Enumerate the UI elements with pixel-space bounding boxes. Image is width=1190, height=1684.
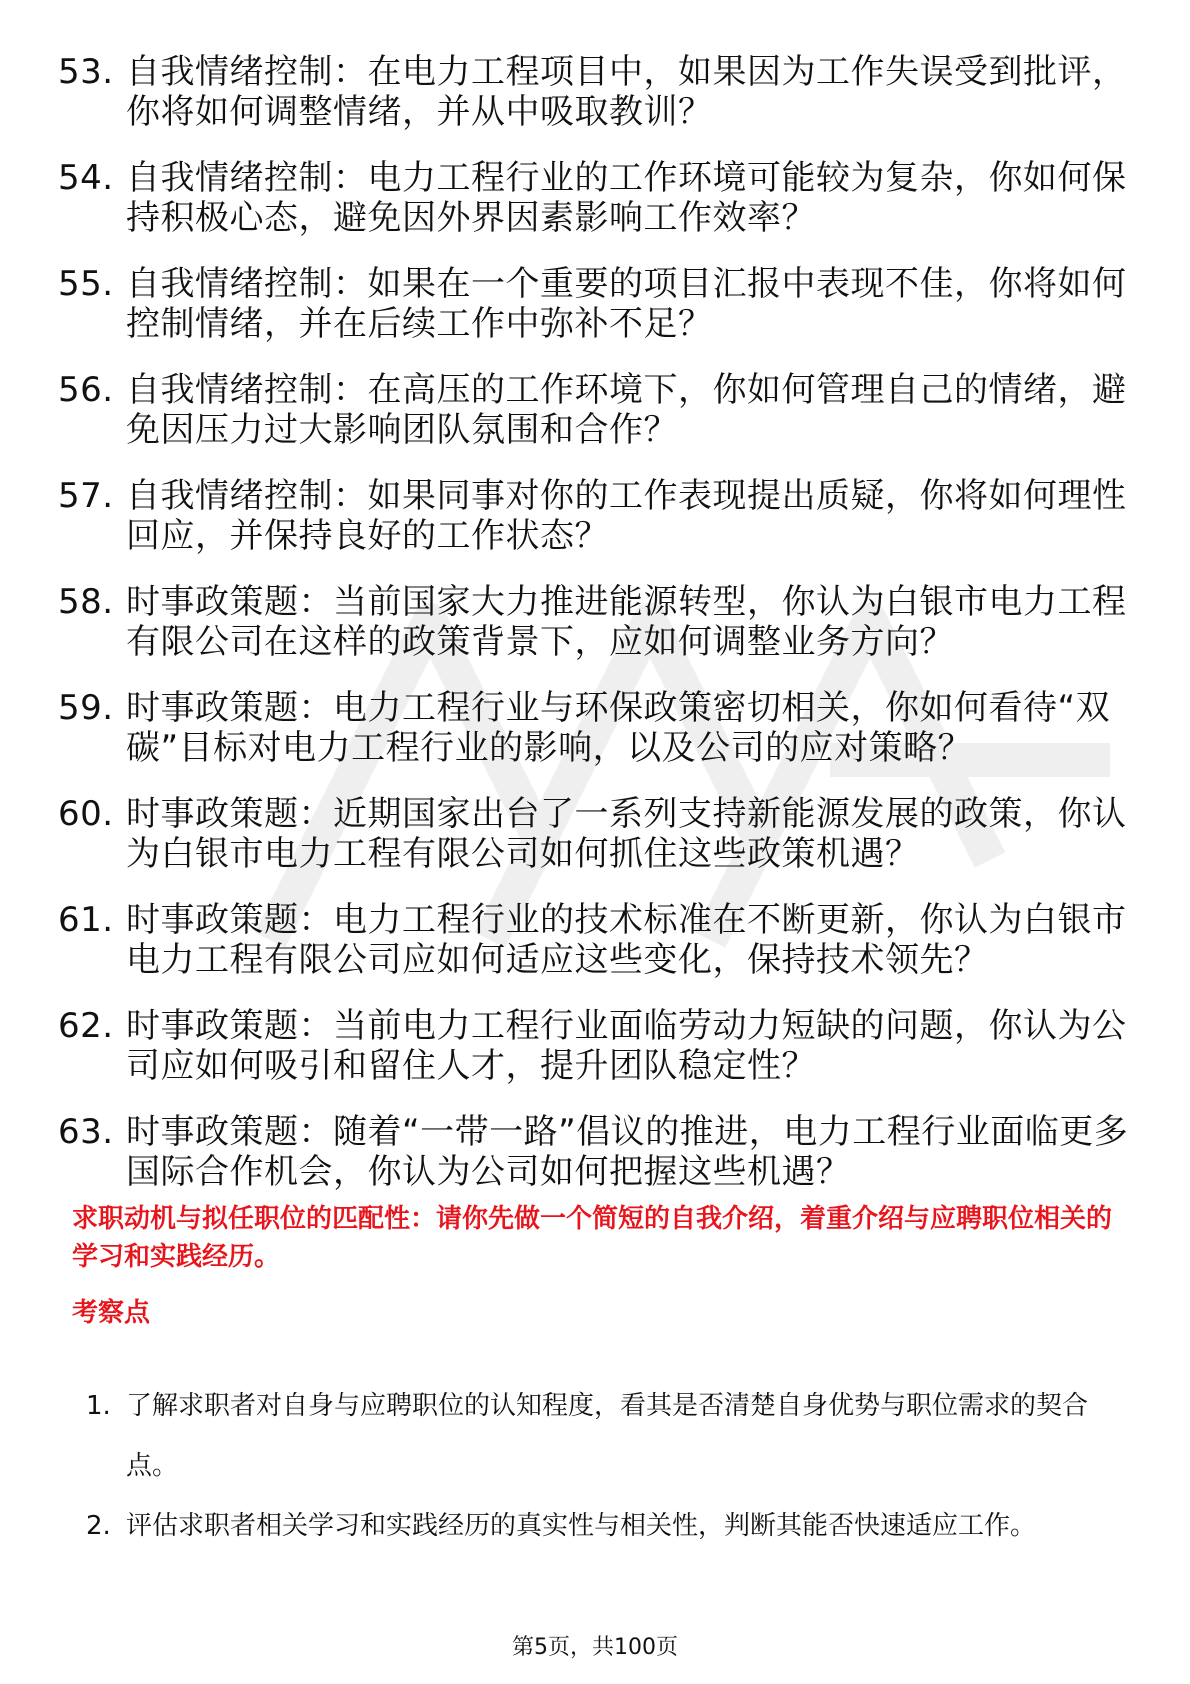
question-item xyxy=(58,264,1138,344)
question-item xyxy=(58,1112,1138,1192)
question-text: 自我情绪控制：在高压的工作环境下，你如何管理自己的情绪，避免因压力过大影响团队氛围和合作？ xyxy=(126,370,1127,450)
assessment-points-label: 考察点 xyxy=(72,1298,151,1328)
question-text: 时事政策题：电力工程行业与环保政策密切相关，你如何看待“双碳”目标对电力工程行业的影响，以及公司的应对策略？ xyxy=(126,688,1111,768)
point-text: 了解求职者对自身与应聘职位的认知程度，看其是否清楚自身优势与职位需求的契合点。 xyxy=(126,1391,1089,1481)
question-item xyxy=(58,370,1138,450)
section-heading: 求职动机与拟任职位的匹配性：请你先做一个简短的自我介绍，着重介绍与应聘职位相关的学习和实践经历。 xyxy=(72,1204,1113,1272)
question-text: 时事政策题：随着“一带一路”倡议的推进，电力工程行业面临更多国际合作机会，你认为公司如何把握这些机遇？ xyxy=(126,1112,1129,1192)
assessment-point xyxy=(86,1496,1126,1556)
question-number: 56. xyxy=(58,370,114,410)
question-number: 63. xyxy=(58,1112,114,1152)
question-item xyxy=(58,582,1138,662)
question-text: 自我情绪控制：如果在一个重要的项目汇报中表现不佳，你将如何控制情绪，并在后续工作中弥补不足？ xyxy=(126,264,1127,344)
question-item xyxy=(58,900,1138,980)
point-number: 1. xyxy=(86,1391,111,1421)
question-text: 自我情绪控制：电力工程行业的工作环境可能较为复杂，你如何保持积极心态，避免因外界因素影响工作效率？ xyxy=(126,158,1127,238)
question-item xyxy=(58,158,1138,238)
question-number: 61. xyxy=(58,900,114,940)
question-text: 时事政策题：近期国家出台了一系列支持新能源发展的政策，你认为白银市电力工程有限公司如何抓住这些政策机遇？ xyxy=(126,794,1127,874)
question-item xyxy=(58,1006,1138,1086)
page-footer: 第5页，共100页 xyxy=(512,1635,678,1660)
question-number: 62. xyxy=(58,1006,114,1046)
question-item xyxy=(58,688,1138,768)
question-number: 60. xyxy=(58,794,114,834)
question-text: 时事政策题：当前国家大力推进能源转型，你认为白银市电力工程有限公司在这样的政策背景下，应如何调整业务方向？ xyxy=(126,582,1127,662)
assessment-point xyxy=(86,1376,1126,1496)
question-number: 53. xyxy=(58,52,114,92)
question-text: 时事政策题：电力工程行业的技术标准在不断更新，你认为白银市电力工程有限公司应如何适应这些变化，保持技术领先？ xyxy=(126,900,1127,980)
question-item xyxy=(58,476,1138,556)
point-number: 2. xyxy=(86,1511,111,1541)
question-number: 57. xyxy=(58,476,114,516)
question-text: 自我情绪控制：如果同事对你的工作表现提出质疑，你将如何理性回应，并保持良好的工作状态？ xyxy=(126,476,1127,556)
question-number: 59. xyxy=(58,688,114,728)
question-number: 54. xyxy=(58,158,114,198)
question-list xyxy=(58,52,1138,1218)
point-text: 评估求职者相关学习和实践经历的真实性与相关性，判断其能否快速适应工作。 xyxy=(126,1511,1037,1541)
question-number: 55. xyxy=(58,264,114,304)
question-text: 时事政策题：当前电力工程行业面临劳动力短缺的问题，你认为公司应如何吸引和留住人才，提升团队稳定性？ xyxy=(126,1006,1127,1086)
assessment-points-list xyxy=(86,1376,1126,1556)
question-number: 58. xyxy=(58,582,114,622)
question-text: 自我情绪控制：在电力工程项目中，如果因为工作失误受到批评，你将如何调整情绪，并从中吸取教训？ xyxy=(126,52,1127,132)
question-item xyxy=(58,794,1138,874)
question-item xyxy=(58,52,1138,132)
